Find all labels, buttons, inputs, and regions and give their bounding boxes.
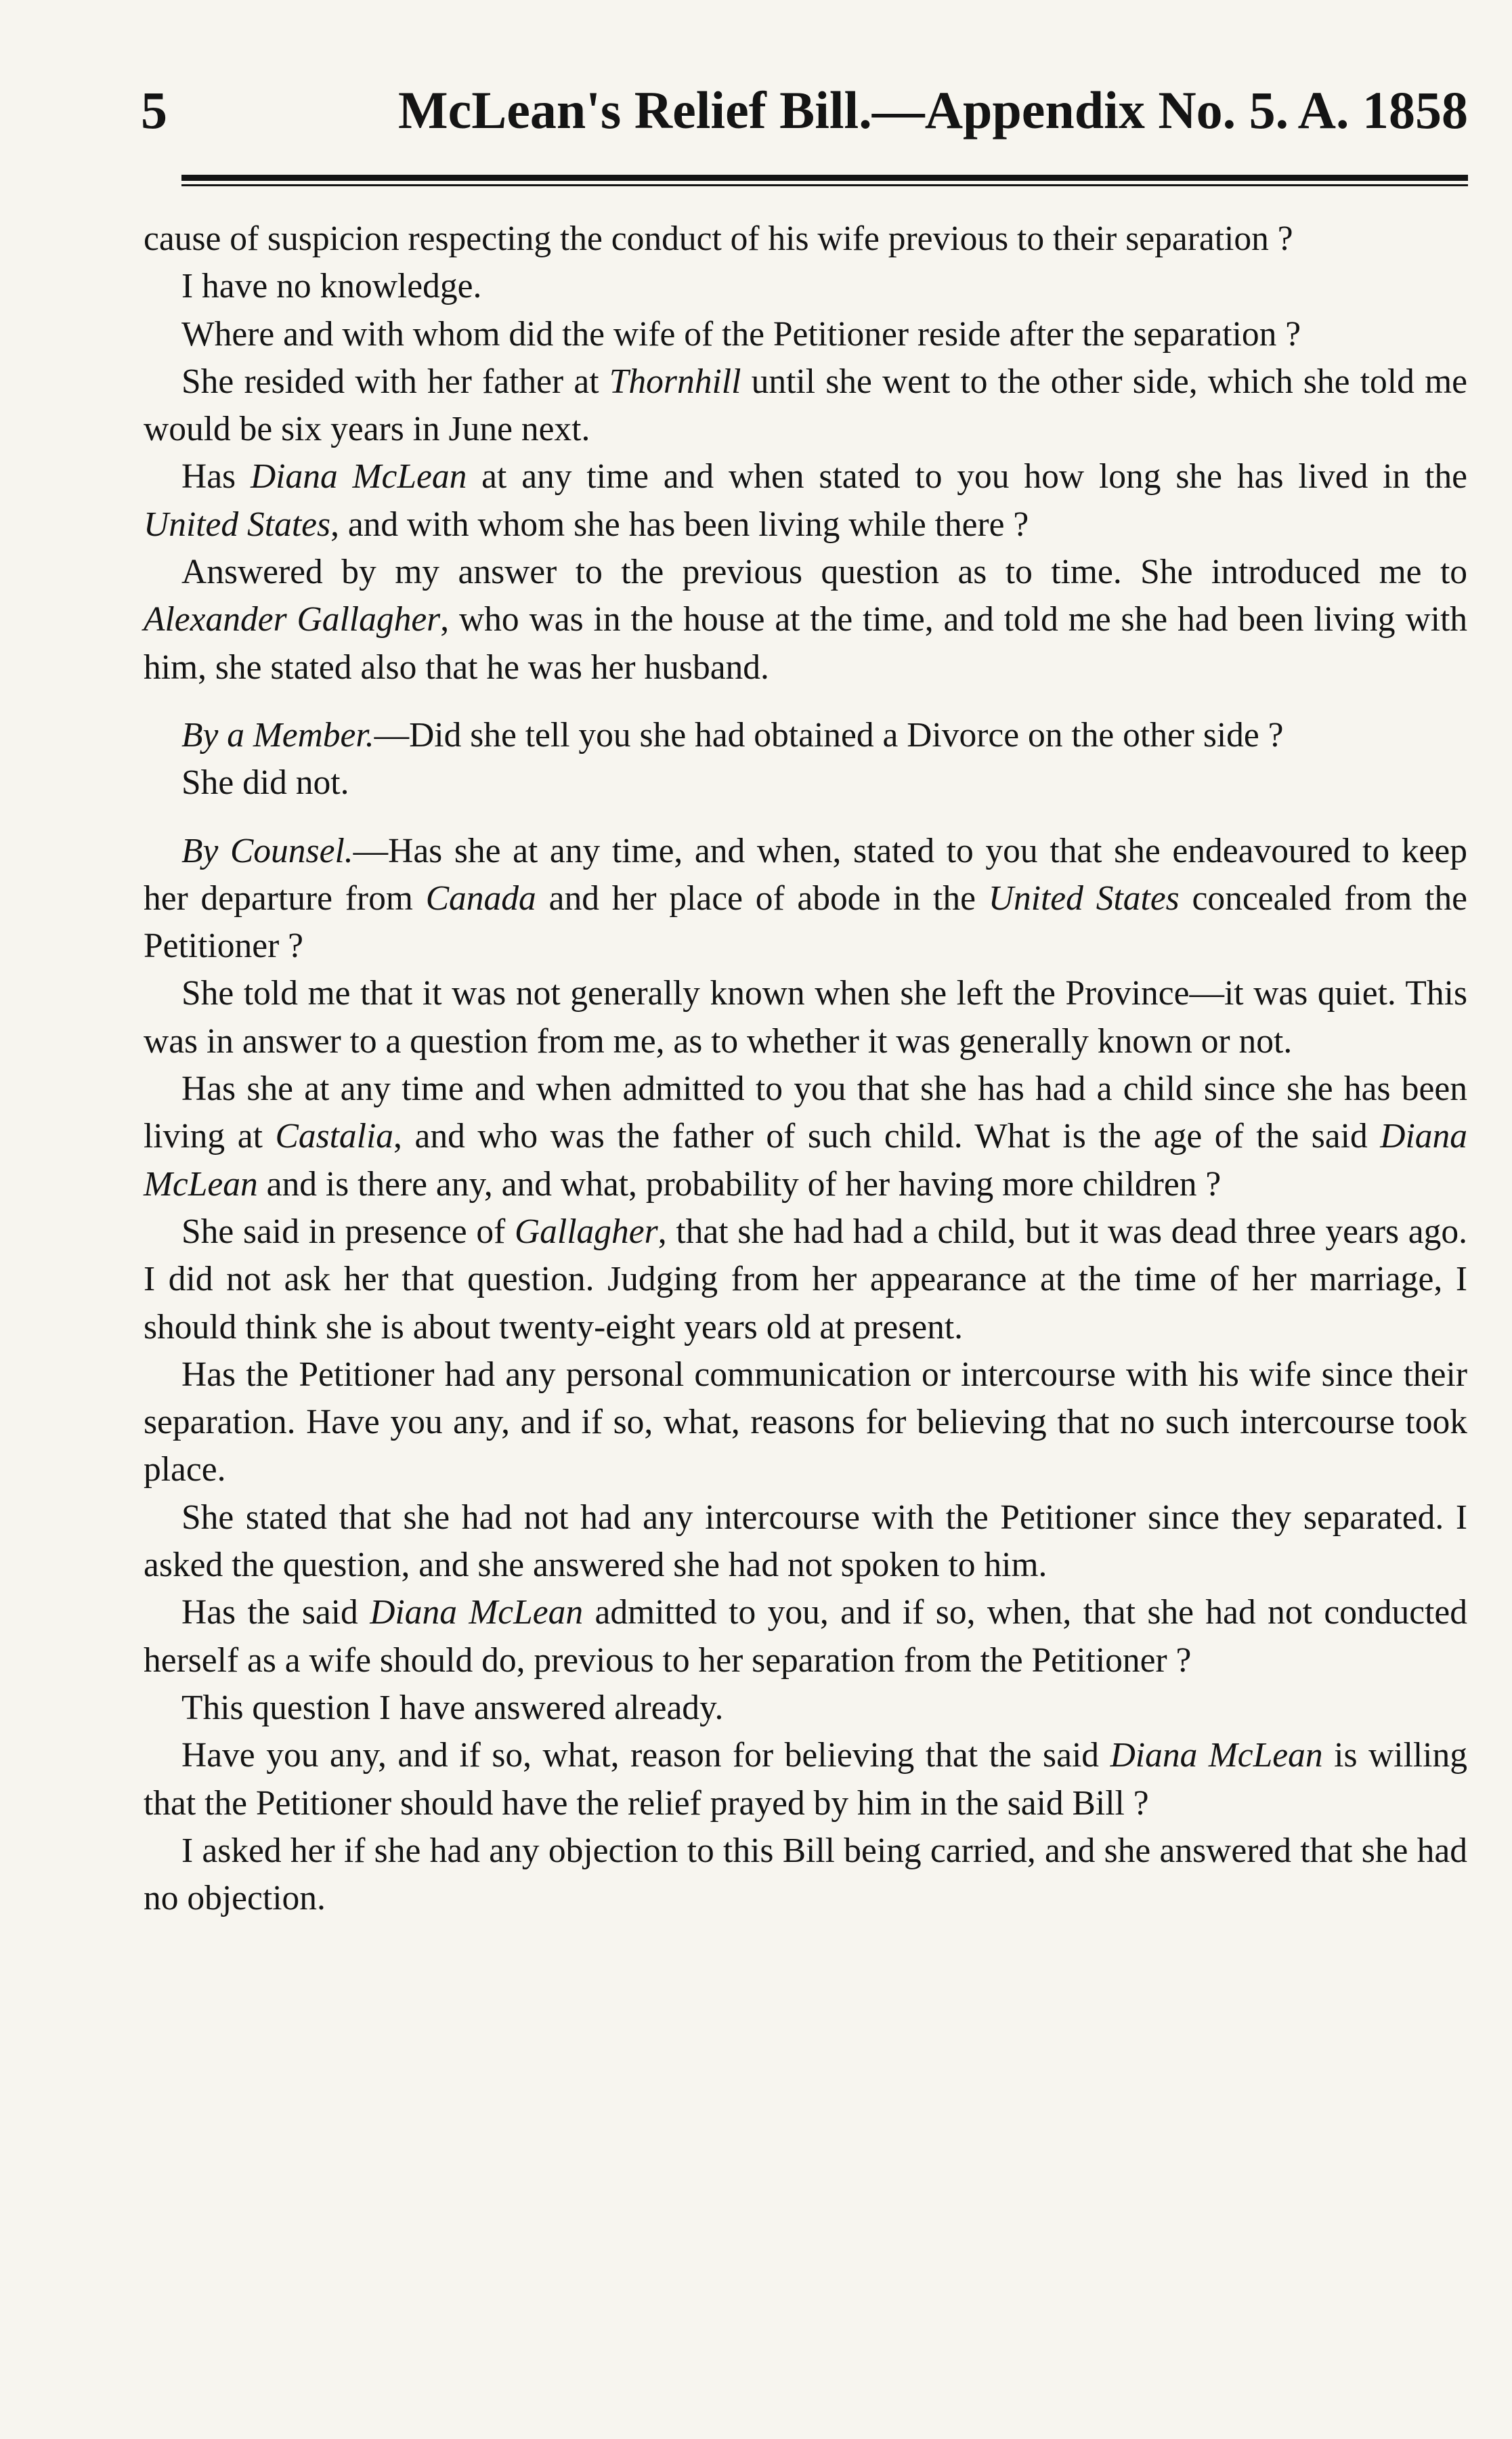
italic-name: Diana McLean [1110,1736,1323,1775]
page-number: 5 [141,81,167,140]
text-run: and her place of abode in the [536,878,989,918]
paragraph [144,1065,1467,1208]
paragraph [144,358,1467,454]
text-run: She did not. [181,763,349,803]
paragraph [144,1494,1467,1590]
text-run: concealed from the Petitioner ? [144,878,1467,966]
paragraph [144,311,1467,358]
paragraph [144,1208,1467,1351]
document-body [144,215,1467,1922]
italic-name: United States [144,505,331,544]
text-run: until she went to the other side, which she told me would be six years in June next. [144,362,1467,449]
paragraph [144,263,1467,310]
italic-name: Diana McLean [370,1593,584,1632]
paragraph [144,1827,1467,1923]
text-run: I asked her if she had any objection to this Bill being carried, and she answered that she had no objection. [144,1831,1467,1918]
text-run: , who was in the house at the time, and told me she had been living with him, she stated also that he was her husband. [144,600,1468,687]
italic-name: Diana McLean [250,457,467,496]
text-run: , and with whom she has been living while there ? [330,505,1029,544]
paragraph [144,1589,1467,1684]
paragraph [144,1684,1467,1732]
text-run: —Has she at any time, and when, stated to you that she endeavoured to keep her departure from [144,831,1467,918]
text-run: Has she at any time and when admitted to you that she has had a child since she has been living at [144,1069,1467,1156]
text-run: She said in presence of [181,1212,515,1251]
italic-name: By a Member. [181,715,374,755]
paragraph [144,1351,1467,1494]
text-run: admitted to you, and if so, when, that she had not conducted herself as a wife should do, previous to her separation from the Petitioner ? [144,1593,1468,1680]
page-header [141,73,1468,148]
text-run: , and who was the father of such child. What is the age of the said [393,1117,1381,1156]
text-run: This question I have answered already. [181,1688,724,1727]
text-run: Has the said [181,1593,370,1632]
italic-name: Diana McLean [144,1117,1468,1204]
paragraph [144,1732,1467,1827]
paragraph [144,828,1467,971]
text-run: , that she had had a child, but it was dead three years ago. I did not ask her that question. Judging from her appearance at the time of her marriage, I should think she is about twenty-eight years old at present. [144,1212,1467,1346]
italic-name: United States [988,878,1180,918]
italic-name: Canada [425,878,536,918]
paragraph [144,215,1467,263]
text-run: She told me that it was not generally known when she left the Province—it was quiet. This was in answer to a question from me, as to whether it was generally known or not. [144,974,1467,1061]
session-year: A. 1858 [1297,81,1468,140]
italic-name: Castalia [275,1117,394,1156]
paragraph [144,712,1467,759]
text-run: I have no knowledge. [181,267,482,306]
italic-name: Thornhill [609,362,741,401]
text-run: Have you any, and if so, what, reason for believing that the said [181,1736,1110,1775]
text-run: at any time and when stated to you how long she has lived in the [467,457,1468,496]
italic-name: Alexander Gallagher [144,600,441,639]
italic-name: By Counsel. [181,831,353,870]
paragraph [144,970,1467,1065]
italic-name: Gallagher [514,1212,658,1251]
text-run: —Did she tell you she had obtained a Divorce on the other side ? [374,715,1284,755]
text-run: She resided with her father at [181,362,609,401]
paragraph [144,759,1467,807]
text-run: Has [181,457,251,496]
running-title: McLean's Relief Bill.—Appendix No. 5. [398,81,1289,140]
text-run: Has the Petitioner had any personal communication or intercourse with his wife since their separation. Have you any, and if so, what, reasons for believing that no such intercourse took place. [144,1355,1467,1489]
text-run: Where and with whom did the wife of the Petitioner reside after the separation ? [181,314,1301,354]
text-run: She stated that she had not had any intercourse with the Petitioner since they separated. I asked the question, and she answered she had not spoken to him. [144,1498,1467,1585]
paragraph [144,453,1467,549]
header-rule [181,175,1468,186]
paragraph [144,549,1467,692]
text-run: is willing that the Petitioner should have the relief prayed by him in the said Bill ? [144,1736,1467,1823]
text-run: Answered by my answer to the previous question as to time. She introduced me to [181,553,1467,592]
text-run: cause of suspicion respecting the conduct of his wife previous to their separation ? [144,219,1293,258]
text-run: and is there any, and what, probability of her having more children ? [257,1164,1222,1204]
